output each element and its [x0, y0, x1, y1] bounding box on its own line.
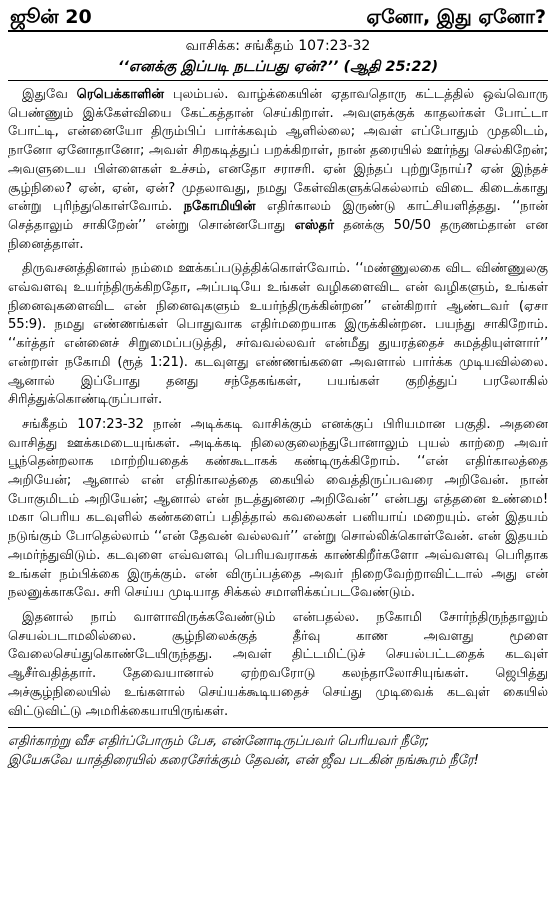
poem-line: எதிர்காற்று வீச எதிர்ப்போரும் பேச, என்னோடிருப்பவர் பெரியவர் நீரே;	[8, 734, 429, 750]
divider	[8, 80, 548, 81]
paragraph	[8, 86, 548, 254]
paragraph	[8, 609, 548, 721]
paragraph-text: புலம்பல். வாழ்க்கையின் ஏதாவதொரு கட்டத்தில் ஒவ்வொரு பெண்ணும் இக்கேள்வியை கேட்கத்தான் செய்கிறாள். அவளுக்குக் காதலர்கள் போட்டா போட்டி, என்னையோ திரும்பிப் பார்க்கவும் ஆளில்லை; அவள் எப்போதும் முதலிடம், நானோ ஏனோதானோ; அவள் சிறகடித்துப் பறக்கிறாள், நான் தரையில் ஊர்ந்து செல்கிறேன்; அவளுடைய பிள்ளைகள் உச்சம், எனதோ சராசரி. ஏன் இந்தப் புற்றுநோய்? ஏன் இந்தச் சூழ்நிலை? ஏன், ஏன், ஏன்? முதலாவது, நமது கேள்விகளுக்கெல்லாம் விடை கிடைக்காது என்று புரிந்துகொள்வோம்.	[8, 87, 548, 215]
paragraph-text: திருவசனத்தினால் நம்மை ஊக்கப்படுத்திக்கொள்வோம். ‘‘மண்ணுலகை விட விண்ணுலகு எவ்வளவு உயர்ந்திருக்கிறதோ, அப்படியே உங்கள் வழிகளைவிட என் வழிகளும், உங்கள் நினைவுகளைவிட என் நினைவுகளும் உயர்ந்திருக்கின்றன’’ என்கிறார் ஆண்டவர் (ஏசா 55:9). நமது எண்ணங்கள் பொதுவாக எதிர்மறையாக இருக்கின்றன. பயந்து சாகிறோம். ‘‘கர்த்தர் என்னைச் சிறுமைப்படுத்தி, சர்வவல்லவர் என்மீது துயரத்தைச் சுமத்தியுள்ளார்’’ என்றாள் நகோமி (ரூத் 1:21). கடவுளது எண்ணங்களை அவளால் பார்க்க முடியவில்லை. ஆனால் இப்போது தனது சந்தேகங்கள், பயங்கள் குறித்துப் பரலோகில் சிரித்துக்கொண்டிருப்பாள்.	[8, 261, 548, 408]
scripture-reading: வாசிக்க: சங்கீதம் 107:23-32	[185, 38, 371, 54]
bold-name: எஸ்தர்	[294, 217, 334, 233]
paragraph-text: இதனால் நாம் வாளாவிருக்கவேண்டும் என்பதல்ல. நகோமி சோர்ந்திருந்தாலும் செயல்படாமலில்லை. சூழ்நிலைக்குத் தீர்வு காண அவளது மூளை வேலைசெய்துகொண்டேயிருந்தது. அவள் திட்டமிட்டுச் செயல்பட்டதைக் கடவுள் ஆசீர்வதித்தார். தேவையானால் ஏற்றவரோடு கலந்தாலோசியுங்கள். ஜெபித்து அச்சூழ்நிலையில் உங்களால் செய்யக்கூடியதைச் செய்து முடிவைக் கடவுள் கையில் விட்டுவிட்டு அமரிக்கையாயிருங்கள்.	[8, 609, 548, 719]
paragraph-text: எதிர்காலம் இருண்டு காட்சியளித்தது. ‘‘நான் செத்தாலும் சாகிறேன்’’ என்று சொன்னபோது	[8, 199, 548, 233]
page-title: ஏனோ, இது ஏனோ?	[366, 6, 546, 28]
paragraph	[8, 260, 548, 410]
page-header	[8, 0, 548, 32]
bold-name: நகோமியின்	[183, 199, 256, 215]
page-date: ஜூன் 20	[10, 6, 92, 28]
closing-poem	[8, 727, 548, 770]
poem-line: இயேசுவே யாத்திரையில் கரைசேர்க்கும் தேவன், என் ஜீவ படகின் நங்கூரம் நீரே!	[8, 753, 479, 769]
paragraph-text: சங்கீதம் 107:23-32 நான் அடிக்கடி வாசிக்கும் எனக்குப் பிரியமான பகுதி. அதனை வாசித்து ஊக்கமடையுங்கள். அடிக்கடி நிலைகுலைந்துபோனாலும் புயல் காற்றை அவர் பூந்தென்றலாக மாற்றியதைக் கண்கூடாகக் கண்டிருக்கிறோம். ‘‘என் எதிர்காலத்தை அறியேன்; ஆனால் என் எதிர்காலத்தை கையில் வைத்திருப்பவரை அறிவேன். நான் போகுமிடம் அறியேன்; ஆனால் என் நடத்துனரை அறிவேன்’’ என்பது எத்தனை உண்மை! மகா பெரிய கடவுளில் கண்களைப் பதித்தால் கவலைகள் பனியாய் மறையும். என் இதயம் நடுங்கும் போதெல்லாம் ‘‘என் தேவன் வல்லவர்’’ என்று சொல்லிக்கொள்வேன். என் இதயம் அமர்ந்துவிடும். கடவுளை எவ்வளவு பெரியவராகக் காண்கிறீர்களோ அவ்வளவு பெரிதாக உங்கள் நம்பிக்கை இருக்கும். என் விருப்பத்தை அவர் நிறைவேற்றாவிட்டால் அது என் நலனுக்காகவே. சரி செய்ய முடியாத சிக்கல் சமாளிக்கப்படவேண்டும்.	[8, 416, 548, 601]
key-verse: ‘‘எனக்கு இப்படி நடப்பது ஏன்?’’ (ஆதி 25:22)	[117, 59, 439, 75]
body-text	[8, 86, 548, 721]
paragraph	[8, 416, 548, 603]
paragraph-text: தனக்கு 50/50 தருணம்தான் என நினைத்தாள்.	[8, 217, 548, 252]
bold-name: ரெபெக்காளின்	[76, 87, 165, 102]
paragraph-text: இதுவே	[22, 87, 77, 102]
